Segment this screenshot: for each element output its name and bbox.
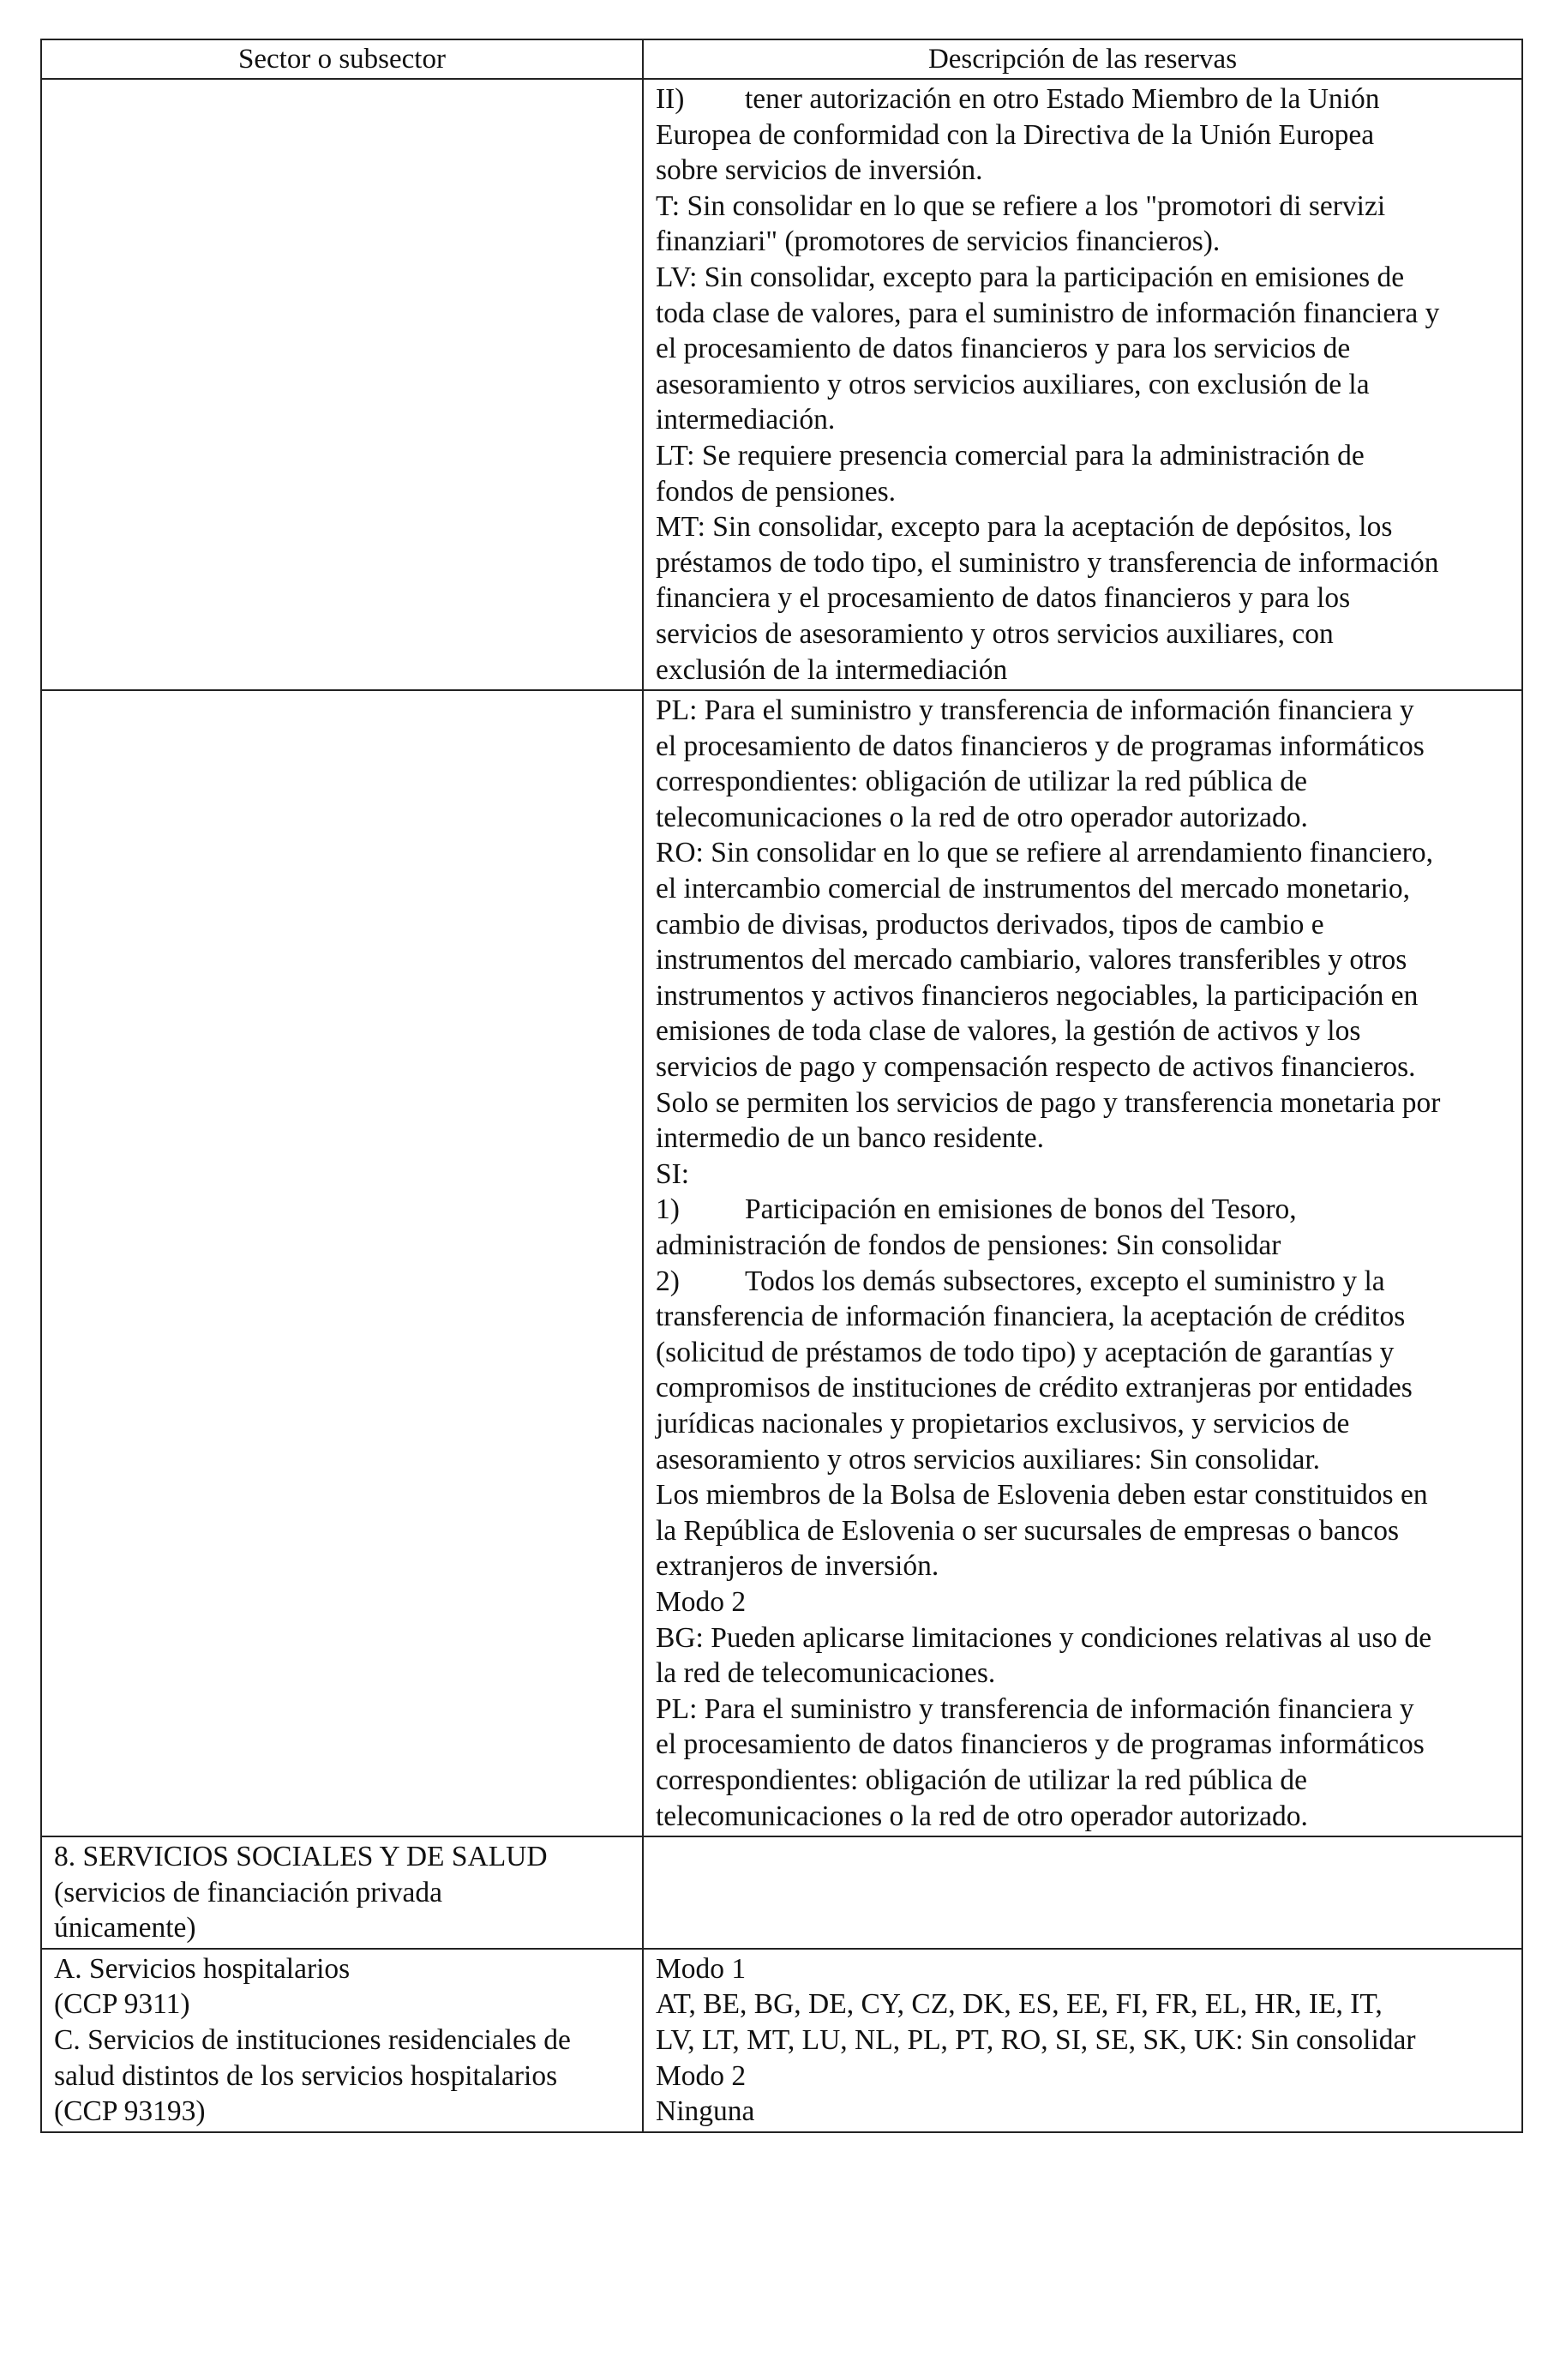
reservas-line: AT, BE, BG, DE, CY, CZ, DK, ES, EE, FI, FR, EL, HR, IE, IT, xyxy=(656,1988,1383,2021)
reservas-text xyxy=(644,1837,1521,1841)
reservations-table xyxy=(40,39,1523,2133)
reservas-line: toda clase de valores, para el suministro de información financiera y xyxy=(656,297,1440,329)
sector-text xyxy=(42,1837,642,1948)
reservas-line: cambio de divisas, productos derivados, tipos de cambio e xyxy=(656,908,1324,941)
reservas-line: jurídicas nacionales y propietarios exclusivos, y servicios de xyxy=(656,1407,1350,1439)
sector-text xyxy=(42,80,642,83)
reservas-line: compromisos de instituciones de crédito extranjeras por entidades xyxy=(656,1372,1413,1404)
reservas-line: extranjeros de inversión. xyxy=(656,1550,939,1583)
reservas-line: intermediación. xyxy=(656,404,836,436)
reservas-line: (solicitud de préstamos de todo tipo) y aceptación de garantías y xyxy=(656,1336,1395,1368)
reservas-line: Los miembros de la Bolsa de Eslovenia deben estar constituidos en xyxy=(656,1479,1428,1512)
reservas-line: 2) Todos los demás subsectores, excepto el suministro y la xyxy=(656,1265,1385,1297)
reservas-line: MT: Sin consolidar, excepto para la aceptación de depósitos, los xyxy=(656,511,1393,544)
reservas-line: exclusión de la intermediación xyxy=(656,653,1008,686)
reservas-line: LT: Se requiere presencia comercial para la administración de xyxy=(656,439,1365,472)
reservas-line: administración de fondos de pensiones: Sin consolidar xyxy=(656,1229,1281,1261)
reservas-line: la red de telecomunicaciones. xyxy=(656,1657,996,1690)
reservas-text xyxy=(644,80,1521,689)
table-row xyxy=(41,690,1522,1836)
reservas-line: II) tener autorización en otro Estado Miembro de la Unión xyxy=(656,83,1380,115)
reservas-text xyxy=(644,1950,1521,2131)
header-reservas: Descripción de las reservas xyxy=(643,39,1522,79)
reservas-line: fondos de pensiones. xyxy=(656,475,897,508)
reservas-line: correspondientes: obligación de utilizar la red pública de xyxy=(656,766,1307,798)
reservas-line: asesoramiento y otros servicios auxiliares: Sin consolidar. xyxy=(656,1443,1320,1475)
table-row xyxy=(41,1836,1522,1949)
reservas-line: instrumentos del mercado cambiario, valores transferibles y otros xyxy=(656,944,1407,977)
reservas-line: PL: Para el suministro y transferencia de información financiera y xyxy=(656,1692,1414,1725)
reservas-cell xyxy=(643,1836,1522,1949)
reservas-line: 1) Participación en emisiones de bonos del Tesoro, xyxy=(656,1193,1297,1226)
reservas-line: intermedio de un banco residente. xyxy=(656,1122,1045,1155)
reservas-line: Modo 1 xyxy=(656,1952,747,1985)
sector-line: únicamente) xyxy=(54,1912,196,1944)
sector-line: A. Servicios hospitalarios xyxy=(54,1952,351,1985)
reservas-line: SI: xyxy=(656,1157,690,1190)
sector-line: 8. SERVICIOS SOCIALES Y DE SALUD xyxy=(54,1841,548,1873)
reservas-line: finanziari" (promotores de servicios financieros). xyxy=(656,225,1221,258)
table-row xyxy=(41,1949,1522,2132)
sector-cell xyxy=(41,690,643,1836)
reservas-line: PL: Para el suministro y transferencia de información financiera y xyxy=(656,694,1414,727)
sector-text xyxy=(42,691,642,694)
reservas-line: T: Sin consolidar en lo que se refiere a los "promotori di servizi xyxy=(656,189,1386,222)
reservas-line: servicios de asesoramiento y otros servicios auxiliares, con xyxy=(656,617,1334,650)
reservas-line: LV, LT, MT, LU, NL, PL, PT, RO, SI, SE, SK, UK: Sin consolidar xyxy=(656,2024,1416,2057)
table-header-row xyxy=(41,39,1522,79)
sector-cell xyxy=(41,79,643,690)
reservas-cell xyxy=(643,1949,1522,2132)
reservas-line: préstamos de todo tipo, el suministro y transferencia de información xyxy=(656,546,1439,579)
reservas-line: el intercambio comercial de instrumentos del mercado monetario, xyxy=(656,873,1410,905)
reservas-line: Modo 2 xyxy=(656,1585,747,1618)
reservas-line: emisiones de toda clase de valores, la gestión de activos y los xyxy=(656,1015,1361,1048)
reservas-line: telecomunicaciones o la red de otro operador autorizado. xyxy=(656,801,1308,833)
reservas-text xyxy=(644,691,1521,1836)
reservas-line: servicios de pago y compensación respecto de activos financieros. xyxy=(656,1051,1416,1084)
sector-line: C. Servicios de instituciones residenciales de xyxy=(54,2024,571,2057)
reservas-line: Ninguna xyxy=(656,2095,755,2128)
reservas-line: financiera y el procesamiento de datos financieros y para los xyxy=(656,582,1351,615)
sector-text xyxy=(42,1950,642,2131)
reservas-line: correspondientes: obligación de utilizar la red pública de xyxy=(656,1764,1307,1796)
reservas-line: el procesamiento de datos financieros y para los servicios de xyxy=(656,333,1351,365)
reservas-line: asesoramiento y otros servicios auxiliares, con exclusión de la xyxy=(656,368,1370,400)
header-sector: Sector o subsector xyxy=(41,39,643,79)
reservas-line: telecomunicaciones o la red de otro operador autorizado. xyxy=(656,1800,1308,1832)
table-row xyxy=(41,79,1522,690)
reservas-line: la República de Eslovenia o ser sucursales de empresas o bancos xyxy=(656,1514,1399,1547)
reservas-line: RO: Sin consolidar en lo que se refiere al arrendamiento financiero, xyxy=(656,837,1433,869)
reservas-line: Europea de conformidad con la Directiva de la Unión Europea xyxy=(656,118,1375,151)
sector-line: (CCP 93193) xyxy=(54,2095,206,2128)
sector-cell xyxy=(41,1836,643,1949)
reservas-line: BG: Pueden aplicarse limitaciones y condiciones relativas al uso de xyxy=(656,1621,1432,1654)
sector-line: salud distintos de los servicios hospitalarios xyxy=(54,2059,558,2092)
reservas-line: Modo 2 xyxy=(656,2059,747,2092)
reservas-cell xyxy=(643,79,1522,690)
sector-line: (CCP 9311) xyxy=(54,1988,190,2021)
reservas-cell xyxy=(643,690,1522,1836)
reservas-line: instrumentos y activos financieros negociables, la participación en xyxy=(656,979,1419,1012)
reservas-line: el procesamiento de datos financieros y de programas informáticos xyxy=(656,730,1425,762)
sector-line: (servicios de financiación privada xyxy=(54,1876,442,1908)
reservas-line: Solo se permiten los servicios de pago y transferencia monetaria por xyxy=(656,1086,1441,1119)
reservas-line: el procesamiento de datos financieros y de programas informáticos xyxy=(656,1728,1425,1761)
reservas-line: sobre servicios de inversión. xyxy=(656,154,983,187)
sector-cell xyxy=(41,1949,643,2132)
reservas-line: transferencia de información financiera, la aceptación de créditos xyxy=(656,1301,1406,1333)
reservas-line: LV: Sin consolidar, excepto para la participación en emisiones de xyxy=(656,261,1405,293)
